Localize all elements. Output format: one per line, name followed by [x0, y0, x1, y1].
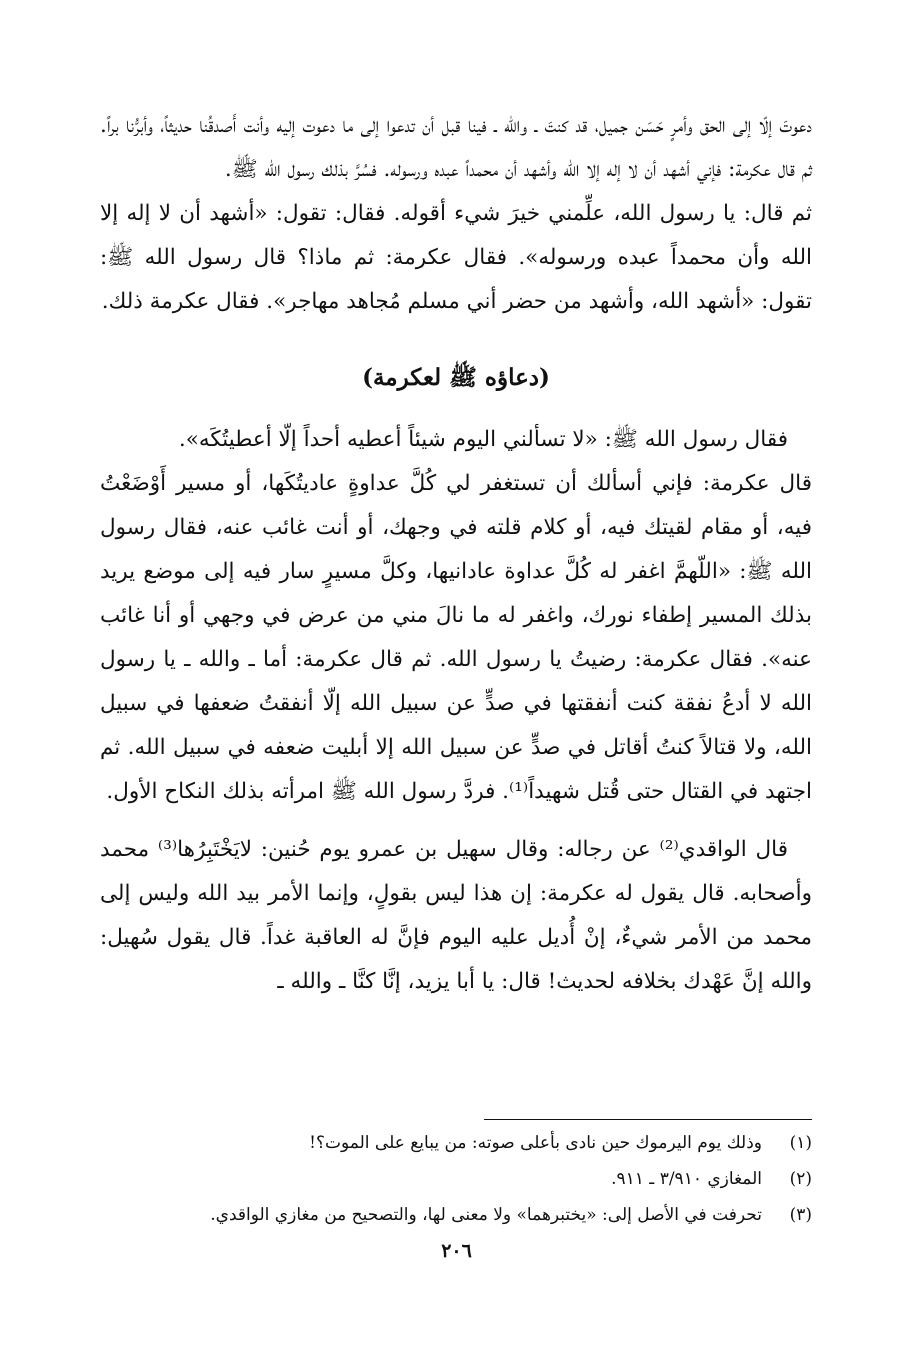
- footnote-text: المغازي ٣/٩١٠ ـ ٩١١.: [611, 1169, 762, 1189]
- footnote: [100, 1125, 812, 1161]
- footnote-number: (١): [789, 1133, 812, 1153]
- footnote-text: تحرفت في الأصل إلى: «يختبرهما» ولا معنى لها، والتصحيح من مغازي الواقدي.: [210, 1205, 762, 1225]
- paragraph-section-2: قال عكرمة: فإني أسألك أن تستغفر لي كُلَّ عداوةٍ عاديتُكَها، أو مسير أَوْضَعْتُ فيه، أو مقام لقيتك فيه، أو كلام قلته في وجهك، أو أنت غائب عنه، فقال رسول الله ﷺ: «اللّهمَّ اغفر له كُلَّ عداوة عادانيها، وكلَّ مسيرٍ سار فيه إلى موضع يريد بذلك المسير إطفاء نورك، واغفر له ما نالَ مني من عرض في وجهي أو أنا غائب عنه». فقال عكرمة: رضيتُ يا رسول الله. ثم قال عكرمة: أما ـ والله ـ يا رسول الله لا أدعُ نفقة كنت أنفقتها في صدٍّ عن سبيل الله إلّا أنفقتُ ضعفها في سبيل الله، ولا قتالاً كنتُ أقاتل في صدٍّ عن سبيل الله إلا أبليت ضعفه في سبيل الله. ثم اجتهد في القتال حتى قُتل شهيداً⁽¹⁾. فردَّ رسول الله ﷺ امرأته بذلك النكاح الأول.: [100, 471, 812, 804]
- paragraph-top-1: دعوتَ إلّا إلى الحق وأمرٍ حَسَن جميل، قد كنتَ ـ والله ـ فينا قبل أن تدعوا إلى ما دعوت إليه وأنت أَصدقُنا حديثاً، وأبرُّنا براً. ثم قال عكرمة: فإني أشهد أن لا إله إلا الله وأشهد أن محمداً عبده ورسوله. فسُرَّ بذلك رسول الله ﷺ.: [100, 113, 812, 182]
- footnote: [100, 1197, 812, 1233]
- footnote: [100, 1161, 812, 1197]
- section-heading: (دعاؤه ﷺ لعكرمة): [362, 364, 550, 391]
- page-number: ٢٠٦: [441, 1240, 472, 1262]
- paragraph-top-2: ثم قال: يا رسول الله، علِّمني خيرَ شيء أقوله. فقال: تقول: «أشهد أن لا إله إلا الله وأن محمداً عبده ورسوله». فقال عكرمة: ثم ماذا؟ قال رسول الله ﷺ: تقول: «أشهد الله، وأشهد من حضر أني مسلم مُجاهد مهاجر». فقال عكرمة ذلك.: [100, 201, 812, 314]
- paragraph-section-1: فقال رسول الله ﷺ: «لا تسألني اليوم شيئاً أعطيه أحداً إلّا أعطيتُكَه».: [178, 427, 788, 452]
- paragraph-bottom: قال الواقدي⁽²⁾ عن رجاله: وقال سهيل بن عمرو يوم حُنين: لايَخْتَبِرُها⁽³⁾ محمد وأصحابه. قال يقول له عكرمة: إن هذا ليس بقولٍ، وإنما الأمر بيد الله وليس إلى محمد من الأمر شيءٌ، إنْ أُديل عليه اليوم فإنَّ له العاقبة غداً. قال يقول سُهيل: والله إنَّ عَهْدك بخلافه لحديث! قال: يا أبا يزيد، إنَّا كنَّا ـ والله ـ: [100, 837, 812, 994]
- footnote-divider: [484, 1119, 812, 1120]
- footnotes: [100, 1125, 812, 1233]
- footnote-number: (٢): [789, 1169, 812, 1189]
- footnote-number: (٣): [789, 1205, 812, 1225]
- footnote-text: وذلك يوم اليرموك حين نادى بأعلى صوته: من يبايع على الموت؟!: [309, 1133, 762, 1153]
- page-body: [100, 104, 812, 1004]
